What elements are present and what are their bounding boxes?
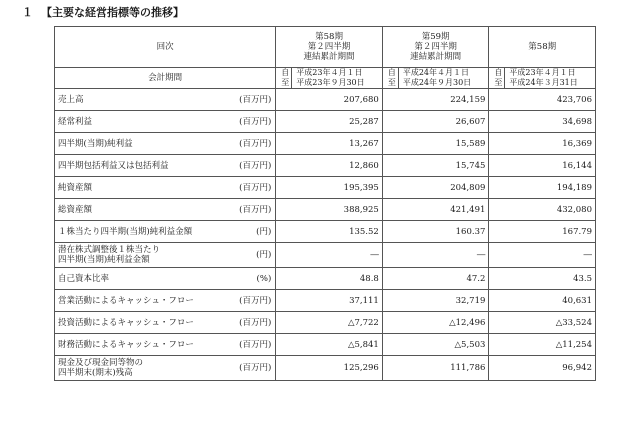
from-key: 自: [279, 68, 292, 78]
section-title: 【主要な経営指標等の推移】: [41, 6, 184, 19]
period-to: 平成24年９月30日: [402, 78, 472, 87]
table-row: [55, 111, 596, 133]
row-label: 売上高: [58, 94, 84, 105]
value-cell: △33,524: [489, 312, 596, 334]
row-label: 純資産額: [58, 182, 93, 193]
value-cell: 16,369: [489, 133, 596, 155]
row-label-cell: [55, 356, 276, 381]
row-unit: (%): [256, 273, 272, 284]
row-label-cell: [55, 312, 276, 334]
row-label-cell: [55, 155, 276, 177]
table-row: [55, 221, 596, 243]
row-unit: (円): [256, 250, 272, 260]
row-unit: (百万円): [239, 363, 272, 373]
value-cell: 160.37: [382, 221, 489, 243]
row-label-cell: [55, 290, 276, 312]
value-cell: 195,395: [276, 177, 383, 199]
value-cell: 96,942: [489, 356, 596, 381]
row-unit: (百万円): [239, 116, 272, 127]
financial-indicators-table: [54, 26, 596, 381]
value-cell: 15,745: [382, 155, 489, 177]
value-cell: 48.8: [276, 268, 383, 290]
column-header-1-line-3: 連結累計期間: [303, 52, 355, 62]
column-header-1-line-1: 第58期: [315, 32, 343, 42]
from-key: 自: [386, 68, 399, 78]
column-header-3-line-1: 第58期: [528, 42, 557, 52]
value-cell: △11,254: [489, 334, 596, 356]
value-cell: 15,589: [382, 133, 489, 155]
table-row: [55, 155, 596, 177]
value-cell: △5,503: [382, 334, 489, 356]
row-unit: (百万円): [239, 160, 272, 171]
value-cell: ―: [276, 243, 383, 268]
table-row: [55, 133, 596, 155]
row-label-cell: [55, 199, 276, 221]
to-key: 至: [386, 78, 399, 88]
value-cell: 388,925: [276, 199, 383, 221]
column-header-1-line-2: 第２四半期: [307, 42, 351, 52]
table-row: [55, 290, 596, 312]
value-cell: 204,809: [382, 177, 489, 199]
value-cell: 167.79: [489, 221, 596, 243]
row-label-kaiji: 回次: [55, 27, 276, 68]
row-label-cell: [55, 111, 276, 133]
row-label: 四半期(当期)純利益: [58, 138, 133, 149]
row-label-line-2: 四半期(当期)純利益金額: [58, 255, 150, 265]
table-row: [55, 243, 596, 268]
from-key: 自: [492, 68, 505, 78]
period-from: 平成23年４月１日: [509, 68, 576, 77]
value-cell: 47.2: [382, 268, 489, 290]
row-label: 潜在株式調整後１株当たり: [58, 245, 161, 255]
value-cell: ―: [382, 243, 489, 268]
section-heading: [22, 4, 184, 20]
row-unit: (百万円): [239, 94, 272, 105]
value-cell: 13,267: [276, 133, 383, 155]
to-key: 至: [279, 78, 292, 88]
value-cell: 421,491: [382, 199, 489, 221]
period-cell-3: [489, 68, 596, 89]
column-header-2-line-2: 第２四半期: [414, 42, 457, 52]
fiscal-period-header-row: [55, 27, 596, 68]
value-cell: 125,296: [276, 356, 383, 381]
value-cell: 423,706: [489, 89, 596, 111]
row-label-cell: [55, 89, 276, 111]
period-to: 平成24年３月31日: [509, 78, 578, 87]
table-row: [55, 356, 596, 381]
table-row: [55, 334, 596, 356]
row-unit: (百万円): [239, 138, 272, 149]
column-header-1: [276, 27, 383, 68]
row-unit: (百万円): [239, 182, 272, 193]
section-number: １: [22, 6, 33, 19]
row-label: 営業活動によるキャッシュ・フロー: [58, 295, 194, 306]
row-label: 総資産額: [58, 204, 93, 215]
column-header-2: [382, 27, 489, 68]
row-label-cell: [55, 133, 276, 155]
period-to: 平成23年９月30日: [296, 78, 365, 87]
value-cell: 43.5: [489, 268, 596, 290]
value-cell: 135.52: [276, 221, 383, 243]
period-from: 平成24年４月１日: [402, 68, 470, 77]
column-header-3: [489, 27, 596, 68]
table-row: [55, 177, 596, 199]
column-header-2-line-1: 第59期: [421, 32, 450, 42]
table-row: [55, 312, 596, 334]
row-unit: (百万円): [239, 295, 272, 306]
row-label-cell: [55, 221, 276, 243]
table-row: [55, 268, 596, 290]
row-label: 経常利益: [58, 116, 93, 127]
period-cell-2: [382, 68, 489, 89]
row-label-cell: [55, 243, 276, 268]
value-cell: 37,111: [276, 290, 383, 312]
value-cell: △5,841: [276, 334, 383, 356]
value-cell: 12,860: [276, 155, 383, 177]
row-label: 自己資本比率: [58, 273, 110, 284]
row-unit: (百万円): [239, 339, 272, 350]
row-label: １株当たり四半期(当期)純利益金額: [58, 226, 193, 237]
row-label: 投資活動によるキャッシュ・フロー: [58, 317, 194, 328]
row-label: 現金及び現金同等物の: [58, 358, 144, 368]
value-cell: 224,159: [382, 89, 489, 111]
row-label: 四半期包括利益又は包括利益: [58, 160, 169, 171]
value-cell: 432,080: [489, 199, 596, 221]
value-cell: 26,607: [382, 111, 489, 133]
to-key: 至: [492, 78, 505, 88]
value-cell: 32,719: [382, 290, 489, 312]
row-label-cell: [55, 334, 276, 356]
table-row: [55, 199, 596, 221]
period-from: 平成23年４月１日: [296, 68, 363, 77]
value-cell: 111,786: [382, 356, 489, 381]
row-label-cell: [55, 268, 276, 290]
row-unit: (百万円): [239, 317, 272, 328]
table-row: [55, 89, 596, 111]
row-label-cell: [55, 177, 276, 199]
value-cell: 40,631: [489, 290, 596, 312]
value-cell: 34,698: [489, 111, 596, 133]
row-unit: (円): [256, 226, 272, 237]
row-label: 財務活動によるキャッシュ・フロー: [58, 339, 194, 350]
value-cell: ―: [489, 243, 596, 268]
value-cell: 194,189: [489, 177, 596, 199]
value-cell: △12,496: [382, 312, 489, 334]
row-label-line-2: 四半期末(期末)残高: [58, 368, 133, 378]
column-header-2-line-3: 連結累計期間: [410, 52, 462, 62]
accounting-period-row: [55, 68, 596, 89]
value-cell: 25,287: [276, 111, 383, 133]
period-cell-1: [276, 68, 383, 89]
value-cell: 207,680: [276, 89, 383, 111]
value-cell: △7,722: [276, 312, 383, 334]
row-label-period: 会計期間: [55, 68, 276, 89]
value-cell: 16,144: [489, 155, 596, 177]
row-unit: (百万円): [239, 204, 272, 215]
